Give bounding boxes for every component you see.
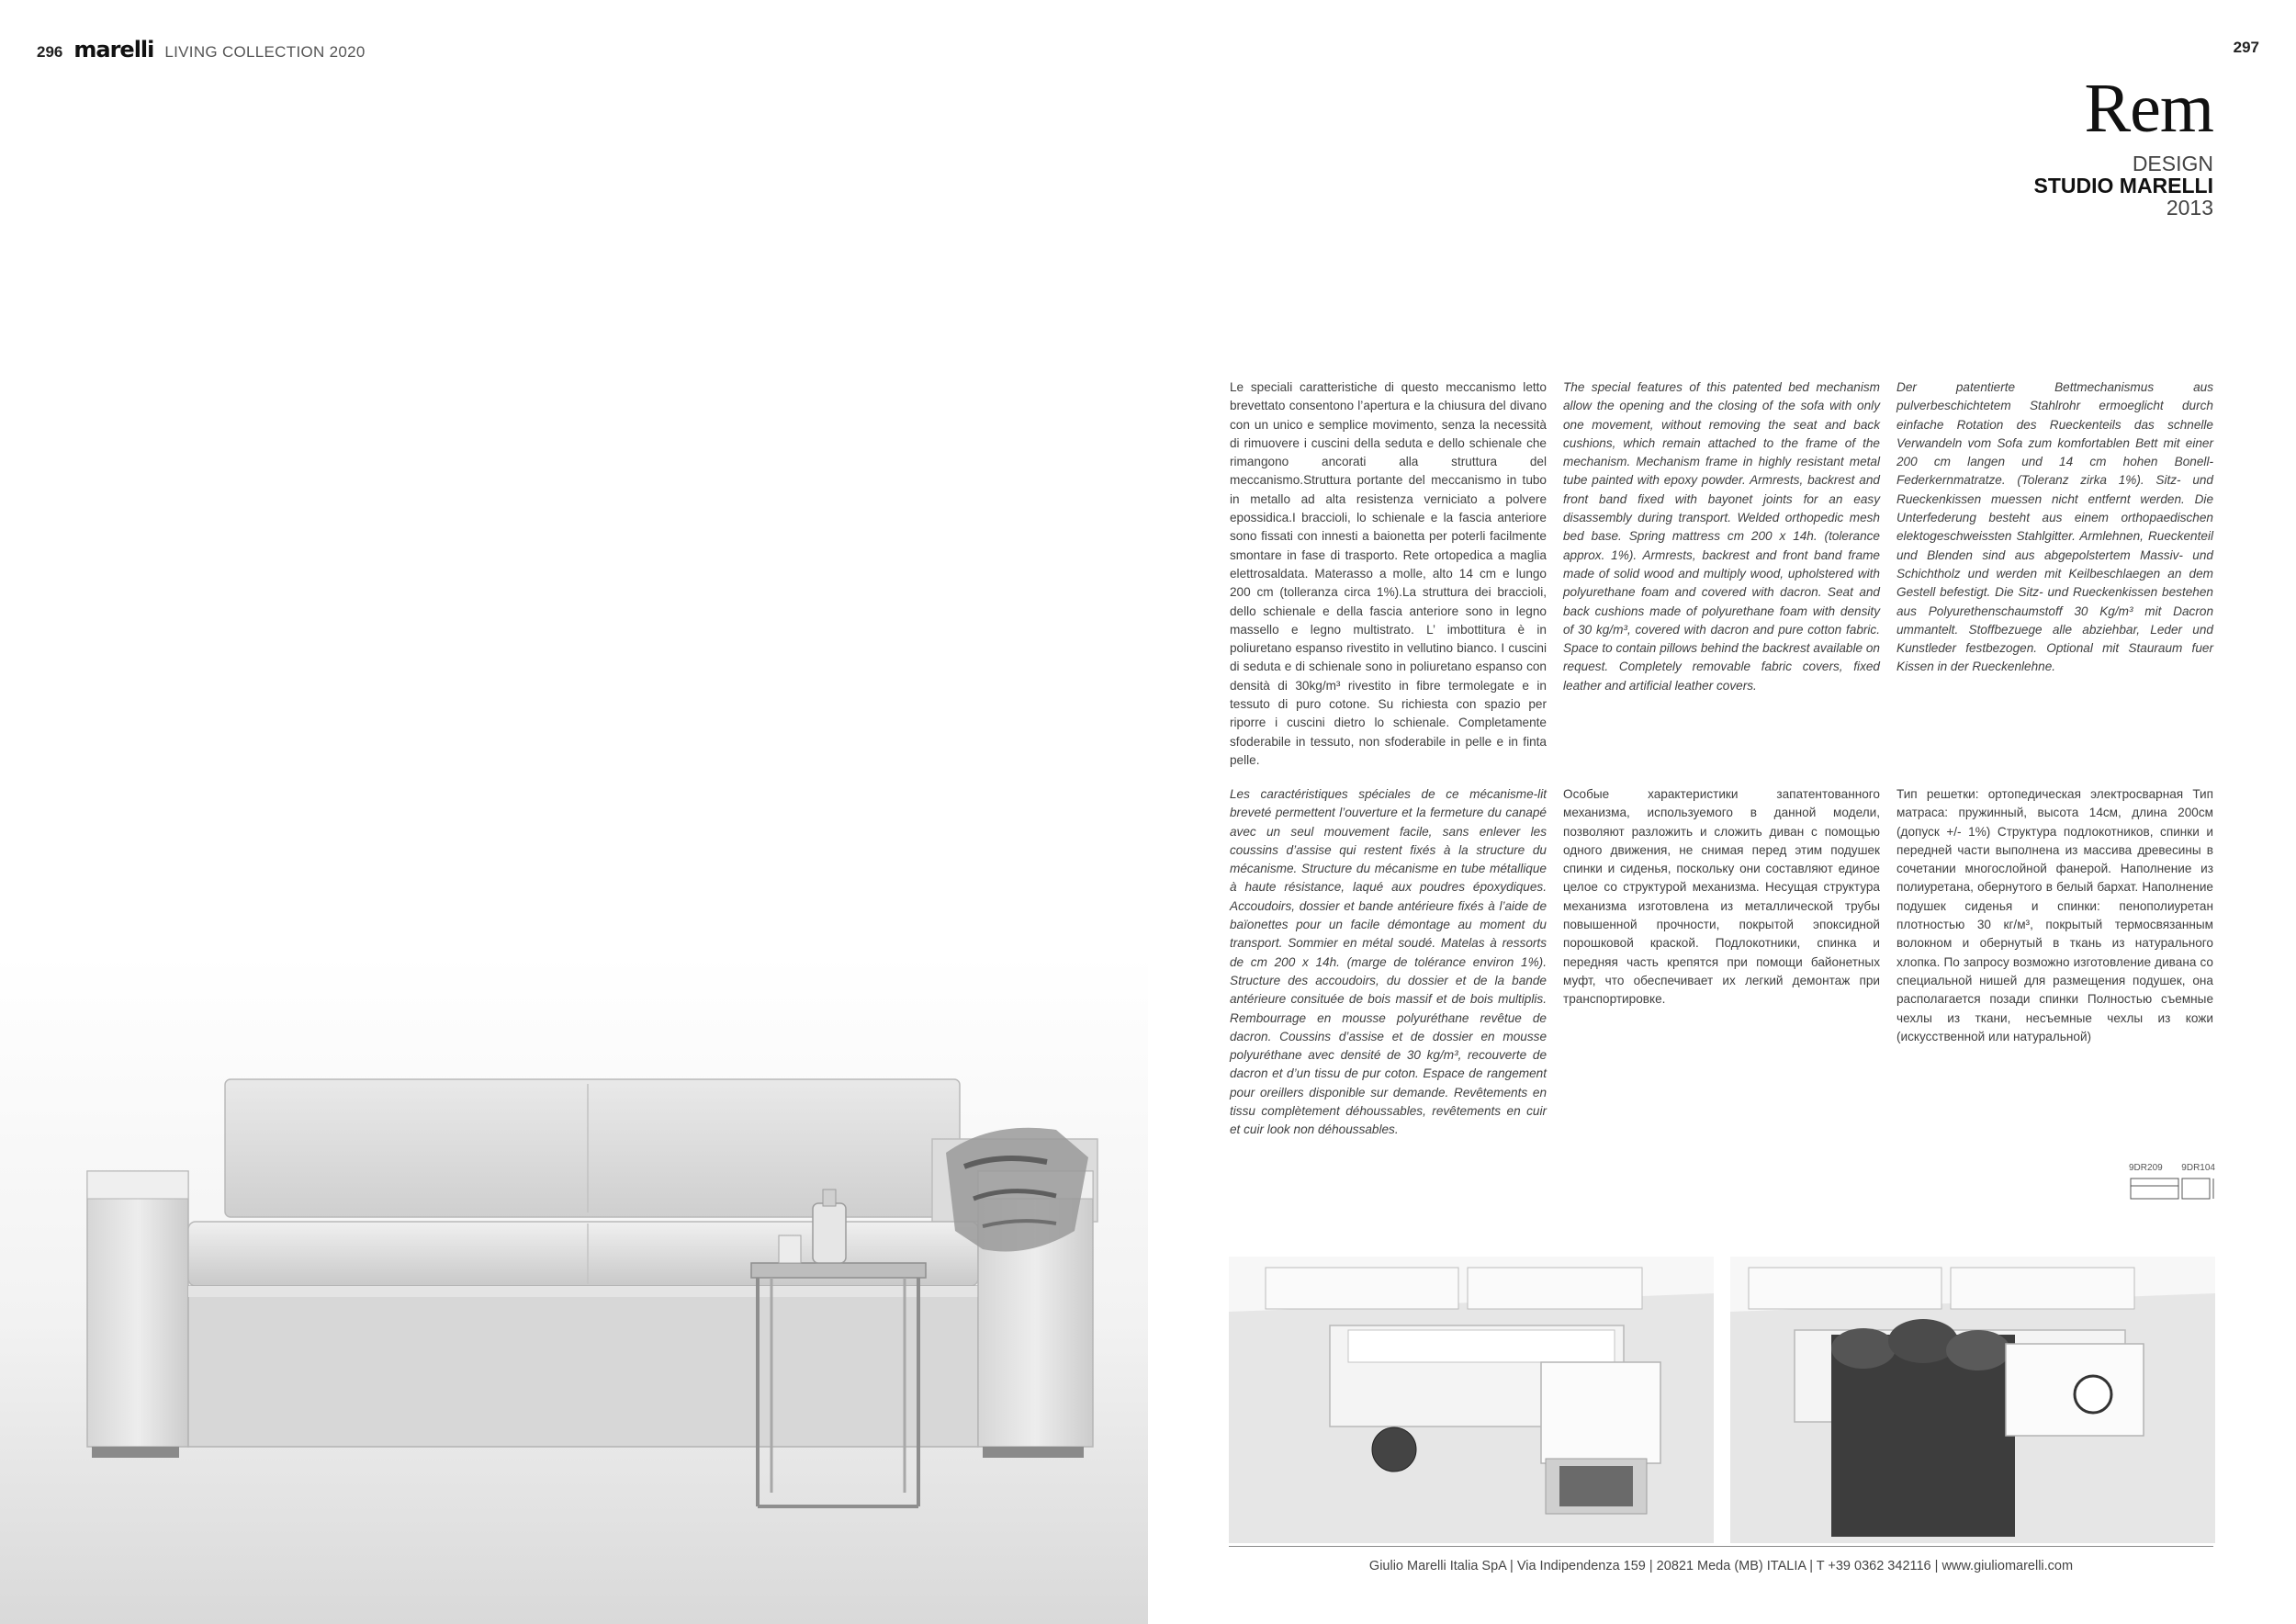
sofa-dimension-drawing <box>2129 1173 2215 1206</box>
product-name: Rem <box>2084 70 2213 147</box>
page-number-left: 296 <box>37 43 63 61</box>
sofa-closed-top-view-photo <box>1229 1257 1714 1543</box>
sofa-photo <box>0 955 1148 1624</box>
model-codes <box>2129 1163 2215 1211</box>
page-number-right: 297 <box>2233 39 2259 56</box>
product-title-block <box>2033 70 2214 220</box>
brand-logo: marelli <box>73 37 154 62</box>
model-code: 9DR104 <box>2181 1163 2215 1173</box>
collection-label: LIVING COLLECTION 2020 <box>164 43 366 61</box>
design-label: DESIGN <box>2132 152 2213 175</box>
description-german: Der patentierte Bettmechanismus aus pulverbeschichtetem Stahlrohr ermoeglicht durch einfache Rotation des Rueckenteils das schnelle Verwandeln vom Sofa zum komfortablen Bett mit einer 200 cm langen und 14 cm hohen Bonell-Federkernmatratze. (Toleranz zirka 1%). Sitz- und Rueckenkissen muessen nicht entfernt werden. Die Unterfederung besteht aus einem orthopaedischen elektogeschweissten Stahlgitter. Armlehnen, Rueckenteil und Blenden sind aus abgepolstertem Massiv- und Schichtholz und werden mit Keilbeschlaegen an dem Gestell befestigt. Die Sitz- und Rueckenkissen bestehen aus Polyurethenschaumstoff 30 Kg/m³ mit Dacron ummantelt. Stoffbezuege alle abziehbar, Leder und Kunstleder festbezogen. Optional mit Stauraum fuer Kissen in der Rueckenlehne. <box>1896 380 2213 674</box>
footer-contact: Giulio Marelli Italia SpA | Via Indipendenza 159 | 20821 Meda (MB) ITALIA | T +39 0362 342116 | www.giuliomarelli.com <box>1368 1559 2074 1573</box>
sofa-bed-open-top-view-photo <box>1730 1257 2215 1543</box>
design-year: 2013 <box>2166 196 2213 220</box>
footer-rule <box>1229 1546 2213 1547</box>
description-russian-1: Особые характеристики запатентованного механизма, используемого в данной модели, позволяют разложить и сложить диван с помощью одного движения, не снимая перед этим подушек спинки и сиденья, поскольку они составляют единое целое со структурой механизма. Несущая структура механизма изготовлена из металлической трубы повышенной прочности, покрытой эпоксидной порошковой краской. Подлокотники, спинка и передняя часть крепятся при помощи байонетных муфт, что обеспечивает их легкий демонтаж при транспортировке. <box>1563 787 1880 1007</box>
description-russian-2: Тип решетки: ортопедическая электросварная Тип матраса: пружинный, высота 14см, длина 200см (допуск +/- 1%) Структура подлокотников, спинки и передней части выполнена из массива древесины в сочетании многослойной фанерой. Наполнение из полиуретана, обернутого в белый бархат. Наполнение подушек сиденья и спинки: пенополиуретан плотностью 30 кг/м³, покрытый термосвязанным волокном и обернутый в ткань из натурального хлопка. По запросу возможно изготовление дивана со специальной нишей для размещения подушек, она располагается позади спинки Полностью съемные чехлы из ткани, несъемные чехлы из кожи (искусственной или натуральной) <box>1896 787 2213 1043</box>
description-english: The special features of this patented bed mechanism allow the opening and the closing of the sofa with only one movement, without removing the seat and back cushions, which remain attached to the frame of the mechanism. Mechanism frame in highly resistant metal tube painted with epoxy powder. Armrests, backrest and front band fixed with bayonet joints for an easy disassembly during transport. Welded orthopedic mesh bed base. Spring mattress cm 200 x 14h. (tolerance approx. 1%). Armrests, backrest and front band frame made of solid wood and multiply wood, upholstered with polyurethane foam and covered with dacron. Seat and back cushions made of polyurethane foam with density of 30 kg/m³, covered with dacron and pure cotton fabric. Space to contain pillows behind the backrest available on request. Completely removable fabric covers, fixed leather and artificial leather covers. <box>1563 380 1880 693</box>
designer-name: STUDIO MARELLI <box>2033 174 2213 198</box>
model-code: 9DR209 <box>2129 1163 2163 1173</box>
description-italian: Le speciali caratteristiche di questo meccanismo letto brevettato consentono l’apertura e la chiusura del divano con un unico e semplice movimento, senza la necessità di rimuovere i cuscini della seduta e dello schienale che rimangono ancorati alla struttura del meccanismo.Struttura portante del meccanismo in tubo in metallo ad alta resistenza verniciato a polvere epossidica.I braccioli, lo schienale e la fascia anteriore sono fissati con innesti a baionetta per poterli facilmente smontare in fase di trasporto. Rete ortopedica a maglia elettrosaldata. Materasso a molle, alto 14 cm e lungo 200 cm (tolleranza circa 1%).La struttura dei braccioli, dello schienale e della fascia anteriore sono in legno massello e legno multistrato. L’ imbottitura è in poliuretano espanso rivestito in vellutino bianco. I cuscini di seduta e di schienale sono in poliuretano espanso con densità di 30kg/m³ rivestito in fibre termolegate e in tessuto di puro cotone. Su richiesta con spazio per riporre i cuscini dietro lo schienale. Completamente sfoderabile in tessuto, non sfoderabile in pelle e in finta pelle. <box>1230 380 1547 767</box>
description-french: Les caractéristiques spéciales de ce mécanisme-lit breveté permettent l’ouverture et la fermeture du canapé avec un seul mouvement facile, sans enlever les coussins d’assise qui restent fixés à la structure du mécanisme. Structure du mécanisme en tube métallique à haute résistance, laqué aux poudres époxydiques. Accoudoirs, dossier et bande antérieure fixés à l’aide de baïonettes pour un facile démontage au moment du transport. Sommier en métal soudé. Matelas à ressorts de cm 200 x 14h. (marge de tolérance environ 1%). Structure des accoudoirs, du dossier et de la bande antérieure consituée de bois massif et de bois multiplis. Rembourrage en mousse polyuréthane revêtue de dacron. Coussins d’assise et de dossier en mousse polyuréthane avec densité de 30 kg/m³, recouverte de dacron et d’un tissu de pur coton. Espace de rangement pour oreillers disponible sur demande. Revêtements en tissu complètement déhoussables, revêtements en cuir et cuir look non déhoussables. <box>1230 787 1547 1137</box>
page-header-left <box>37 37 366 62</box>
